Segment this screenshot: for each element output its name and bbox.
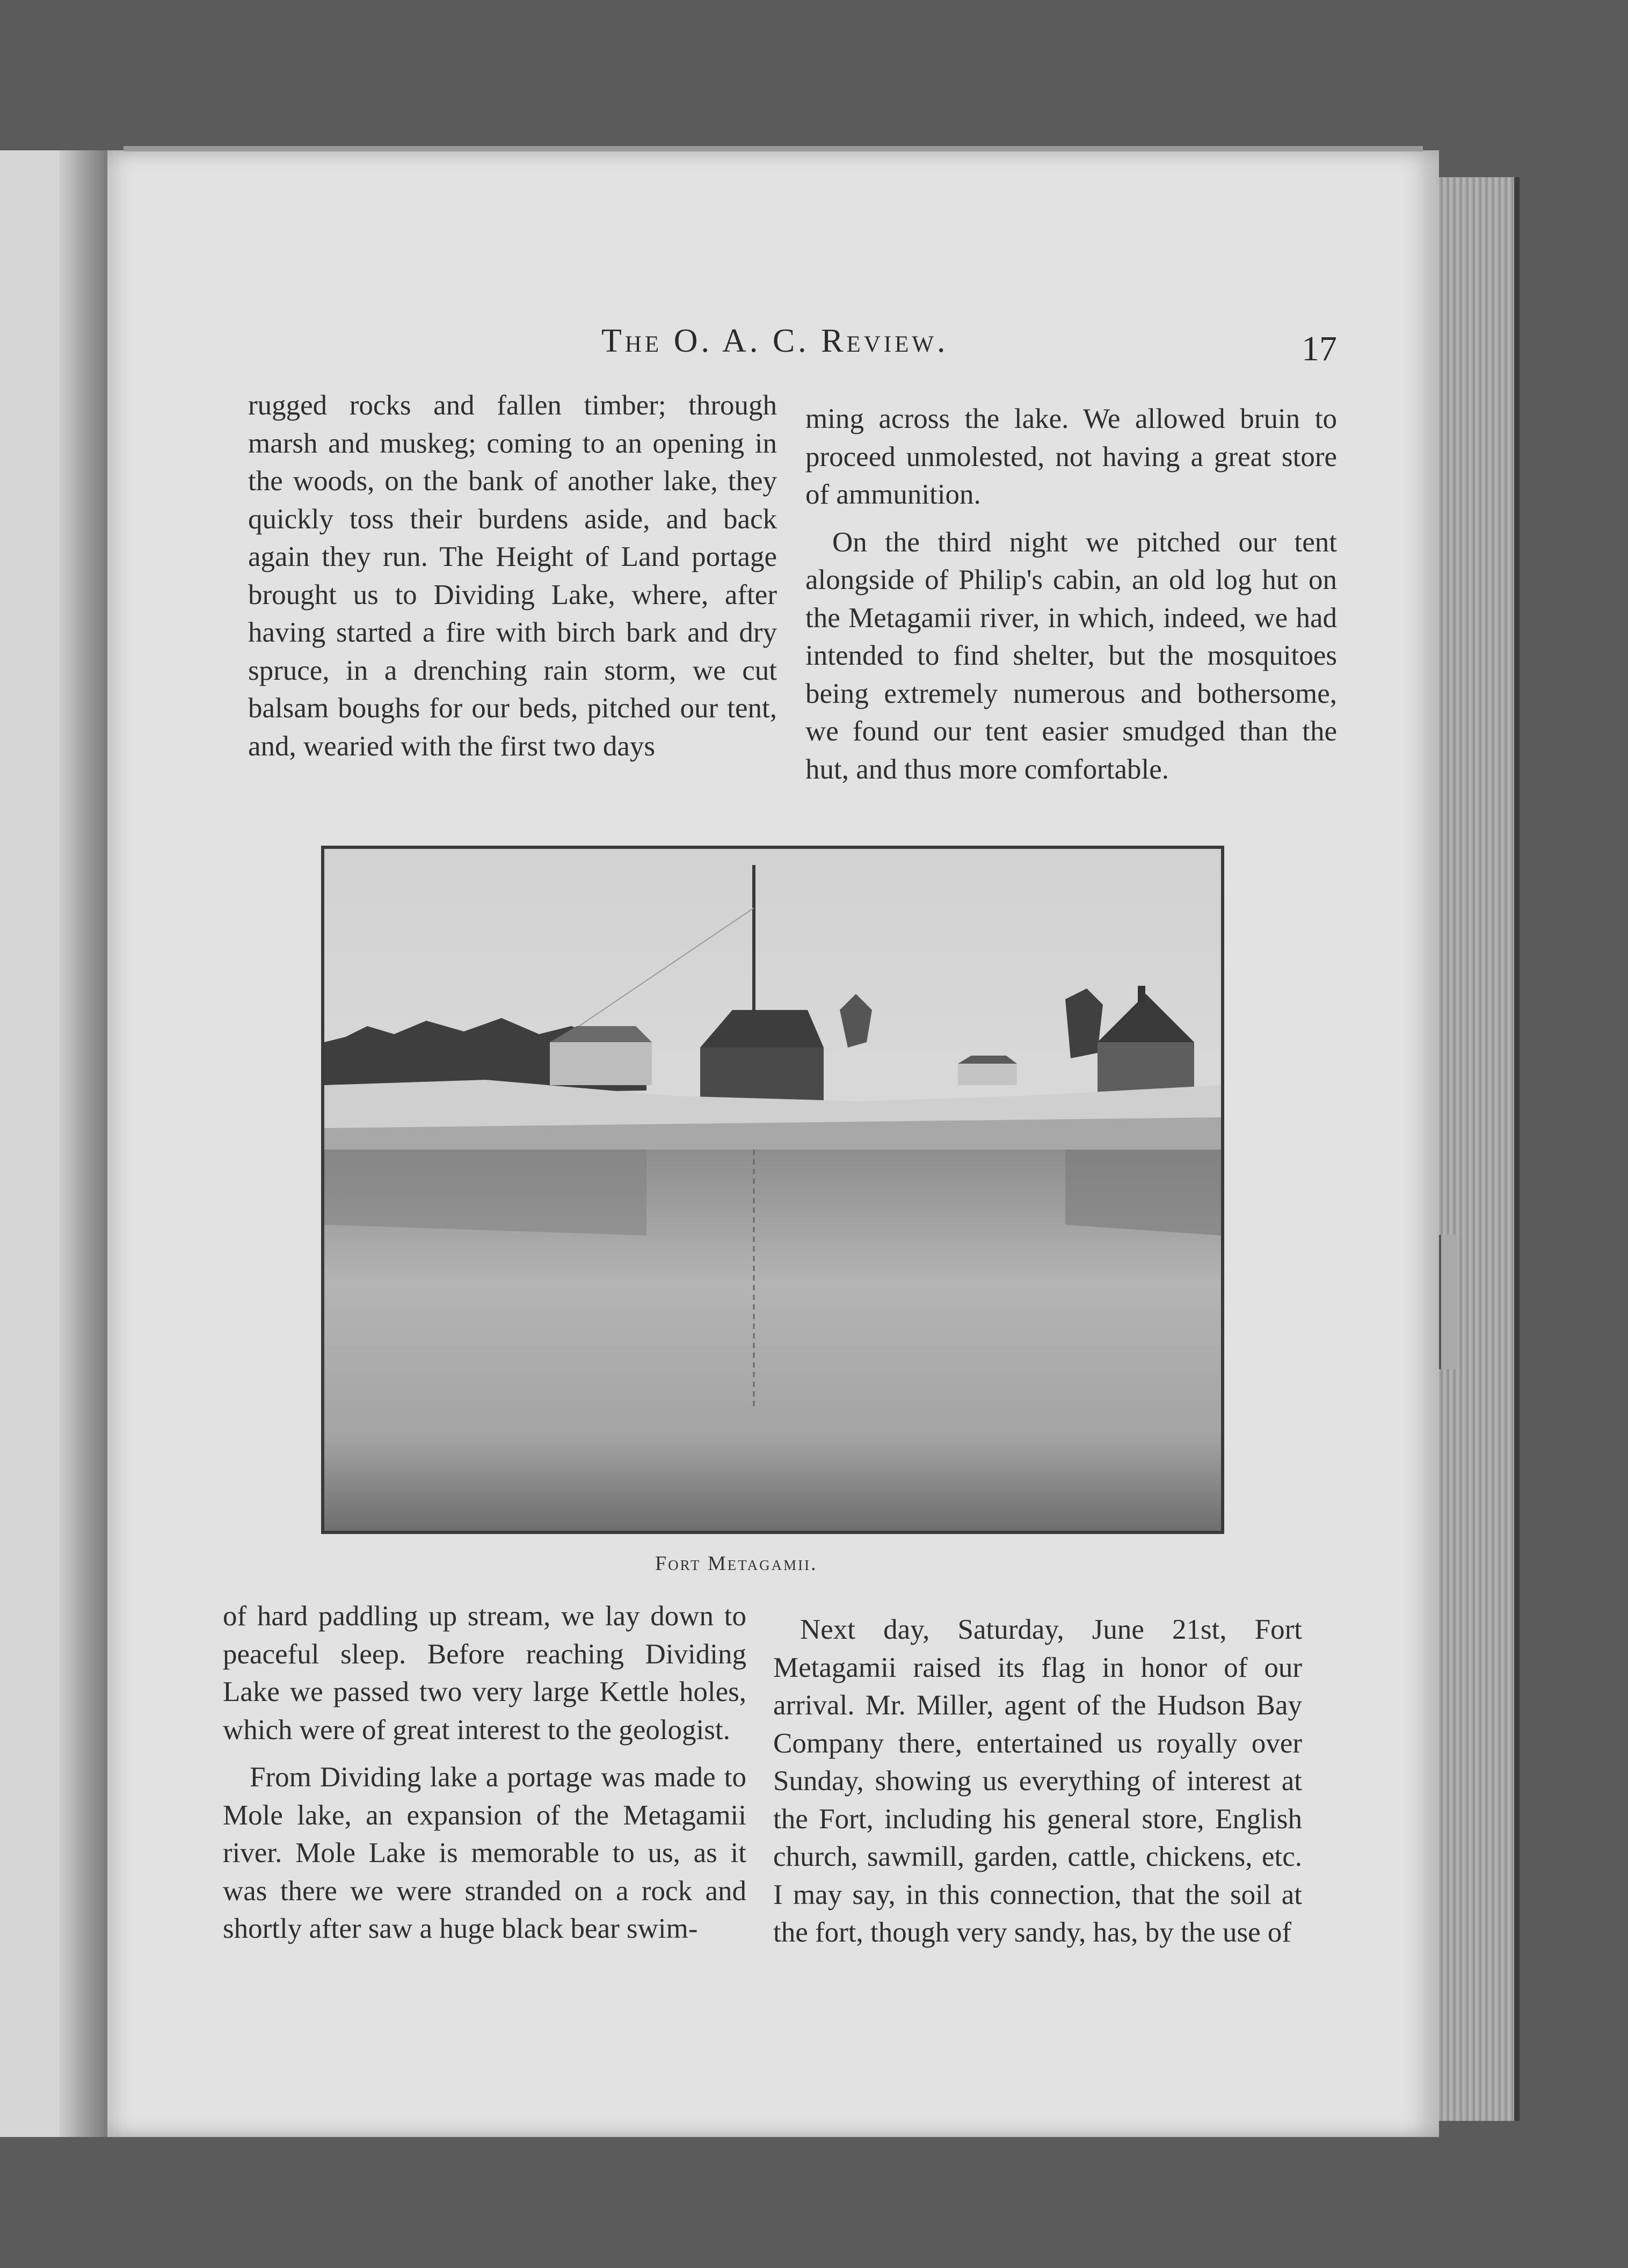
- book-gutter: [59, 150, 107, 2137]
- paragraph: Next day, Saturday, June 21st, Fort Metagamii raised its flag in honor of our arrival. Mr. Miller, agent of the Hudson Bay Company there, entertained us royally over Sunday, showing us everything of interest at the Fort, including his general store, English church, sawmill, garden, cattle, chickens, etc. I may say, in this connection, that the soil at the fort, though very sandy, has, by the use of: [773, 1614, 1302, 1948]
- paragraph: of hard paddling up stream, we lay down to peaceful sleep. Before reaching Dividing Lake we passed two very large Kettle holes, which were of great interest to the geologist.: [223, 1601, 746, 1746]
- running-head-title: The O. A. C. Review.: [601, 323, 949, 359]
- page-top-edge: [123, 146, 1423, 151]
- paragraph: ming across the lake. We allowed bruin to proceed unmolested, not having a great store of ammunition.: [805, 403, 1337, 510]
- page-stack-edge: [1428, 177, 1520, 2121]
- paragraph: rugged rocks and fallen timber; through marsh and muskeg; coming to an opening in the woods, on the bank of another lake, they quickly toss their burdens aside, and back again they run. The Height of Land portage brought us to Dividing Lake, where, after having started a fire with birch bark and dry spruce, in a drenching rain storm, we cut balsam boughs for our beds, pitched our tent, and, wearied with the first two days: [248, 390, 777, 762]
- page-tab: [1439, 1235, 1457, 1369]
- column-top-left: [248, 387, 777, 765]
- fort-photo-image: [324, 849, 1221, 1531]
- column-top-right: [805, 400, 1337, 788]
- running-head: [601, 322, 949, 360]
- fort-photograph: [321, 846, 1224, 1534]
- page-number: 17: [1302, 329, 1337, 368]
- column-bottom-right: [773, 1611, 1302, 1952]
- paragraph: On the third night we pitched our tent alongside of Philip's cabin, an old log hut on the Metagamii river, in which, indeed, we had intended to find shelter, but the mosquitoes being extremely numerous and bothersome, we found our tent easier smudged than the hut, and thus more comfortable.: [805, 526, 1337, 785]
- column-bottom-left: [223, 1597, 746, 1948]
- paragraph: From Dividing lake a portage was made to Mole lake, an expansion of the Metagamii river. Mole Lake is memorable to us, as it was there we were stranded on a rock and shortly after saw a huge black bear swim-: [223, 1762, 746, 1944]
- figure-caption: Fort Metagamii.: [655, 1552, 818, 1575]
